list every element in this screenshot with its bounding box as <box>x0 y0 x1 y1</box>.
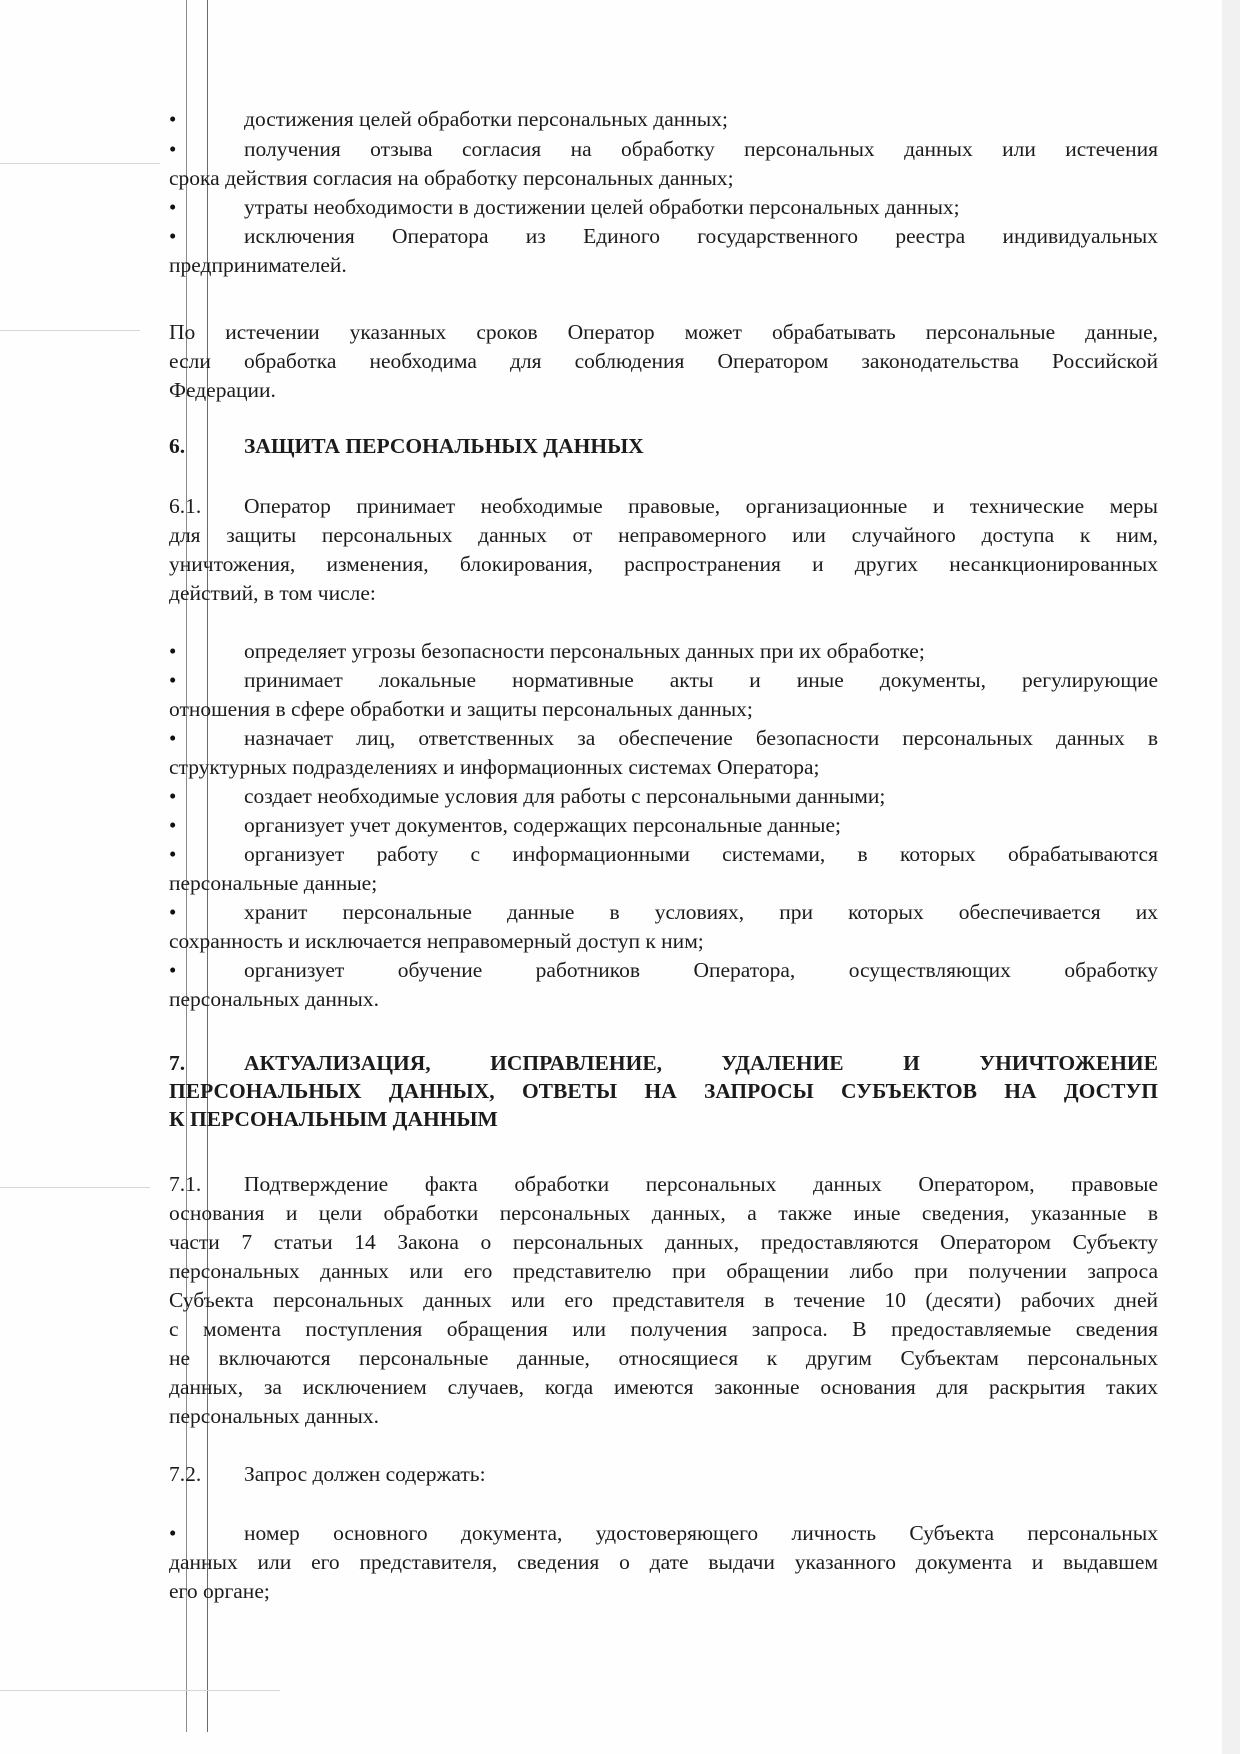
paragraph-line: Подтверждение факта обработки персональных данных Оператором, правовые <box>244 1172 1158 1196</box>
list-item-continuation: его органе; <box>169 1579 270 1603</box>
list-item: организует обучение работников Оператора, осуществляющих обработку <box>244 958 1158 982</box>
list-item: организует учет документов, содержащих персональные данные; <box>244 813 841 837</box>
list-item-continuation: данных или его представителя, сведения о дате выдачи указанного документа и выдавшем <box>169 1550 1158 1574</box>
section-heading: АКТУАЛИЗАЦИЯ, ИСПРАВЛЕНИЕ, УДАЛЕНИЕ И УНИЧТОЖЕНИЕ <box>244 1051 1158 1075</box>
paragraph-line: данных, за исключением случаев, когда имеются законные основания для раскрытия таких <box>169 1375 1158 1399</box>
bullet-icon: • <box>169 784 177 808</box>
bullet-icon: • <box>169 639 177 663</box>
list-item-continuation: сохранность и исключается неправомерный доступ к ним; <box>169 929 704 953</box>
list-item-continuation: срока действия согласия на обработку персональных данных; <box>169 166 734 190</box>
list-item: достижения целей обработки персональных данных; <box>244 107 728 131</box>
paragraph-line: если обработка необходима для соблюдения Оператором законодательства Российской <box>169 349 1158 373</box>
list-item-continuation: отношения в сфере обработки и защиты персональных данных; <box>169 697 753 721</box>
bullet-icon: • <box>169 668 177 692</box>
list-item-continuation: структурных подразделениях и информационных системах Оператора; <box>169 755 820 779</box>
scan-noise <box>0 163 160 164</box>
paragraph-line: основания и цели обработки персональных данных, а также иные сведения, указанные в <box>169 1201 1158 1225</box>
paragraph-line: персональных данных или его представителю при обращении либо при получении запроса <box>169 1259 1158 1283</box>
clause-number: 6.1. <box>169 494 202 518</box>
list-item: номер основного документа, удостоверяющего личность Субъекта персональных <box>244 1521 1158 1545</box>
scan-noise <box>0 1690 280 1691</box>
list-item: утраты необходимости в достижении целей обработки персональных данных; <box>244 195 960 219</box>
section-heading: К ПЕРСОНАЛЬНЫМ ДАННЫМ <box>169 1107 498 1131</box>
paragraph-line: уничтожения, изменения, блокирования, распространения и других несанкционированных <box>169 552 1158 576</box>
section-number: 7. <box>169 1051 186 1075</box>
paragraph-line: Федерации. <box>169 378 276 402</box>
bullet-icon: • <box>169 813 177 837</box>
section-heading: ПЕРСОНАЛЬНЫХ ДАННЫХ, ОТВЕТЫ НА ЗАПРОСЫ СУБЪЕКТОВ НА ДОСТУП <box>169 1079 1158 1103</box>
scan-noise <box>0 1187 150 1188</box>
list-item-continuation: предпринимателей. <box>169 253 347 277</box>
paragraph-line: части 7 статьи 14 Закона о персональных данных, предоставляются Оператором Субъекту <box>169 1230 1158 1254</box>
paragraph-line: Субъекта персональных данных или его представителя в течение 10 (десяти) рабочих дней <box>169 1288 1158 1312</box>
paragraph-line: для защиты персональных данных от неправомерного или случайного доступа к ним, <box>169 523 1158 547</box>
scan-noise <box>0 330 140 331</box>
list-item: хранит персональные данные в условиях, при которых обеспечивается их <box>244 900 1158 924</box>
list-item: определяет угрозы безопасности персональных данных при их обработке; <box>244 639 925 663</box>
bullet-icon: • <box>169 224 177 248</box>
paragraph-line: действий, в том числе: <box>169 581 376 605</box>
bullet-icon: • <box>169 958 177 982</box>
paragraph-line: Оператор принимает необходимые правовые, организационные и технические меры <box>244 494 1158 518</box>
paragraph-line: По истечении указанных сроков Оператор может обрабатывать персональные данные, <box>169 320 1158 344</box>
paragraph-line: с момента поступления обращения или получения запроса. В предоставляемые сведения <box>169 1317 1158 1341</box>
bullet-icon: • <box>169 137 177 161</box>
bullet-icon: • <box>169 107 177 131</box>
list-item: создает необходимые условия для работы с персональными данными; <box>244 784 886 808</box>
list-item: принимает локальные нормативные акты и иные документы, регулирующие <box>244 668 1158 692</box>
section-number: 6. <box>169 434 186 458</box>
bullet-icon: • <box>169 195 177 219</box>
clause-number: 7.1. <box>169 1172 202 1196</box>
list-item: назначает лиц, ответственных за обеспечение безопасности персональных данных в <box>244 726 1158 750</box>
list-item-continuation: персональных данных. <box>169 987 380 1011</box>
paragraph-line: не включаются персональные данные, относящиеся к другим Субъектам персональных <box>169 1346 1158 1370</box>
paragraph-line: Запрос должен содержать: <box>244 1462 486 1486</box>
list-item: организует работу с информационными системами, в которых обрабатываются <box>244 842 1158 866</box>
bullet-icon: • <box>169 842 177 866</box>
bullet-icon: • <box>169 1521 177 1545</box>
list-item-continuation: персональные данные; <box>169 871 378 895</box>
list-item: исключения Оператора из Единого государственного реестра индивидуальных <box>244 224 1158 248</box>
bullet-icon: • <box>169 726 177 750</box>
section-heading: ЗАЩИТА ПЕРСОНАЛЬНЫХ ДАННЫХ <box>244 434 644 458</box>
bullet-icon: • <box>169 900 177 924</box>
paragraph-line: персональных данных. <box>169 1404 380 1428</box>
scan-edge <box>1222 0 1240 1754</box>
list-item: получения отзыва согласия на обработку персональных данных или истечения <box>244 137 1158 161</box>
clause-number: 7.2. <box>169 1462 202 1486</box>
